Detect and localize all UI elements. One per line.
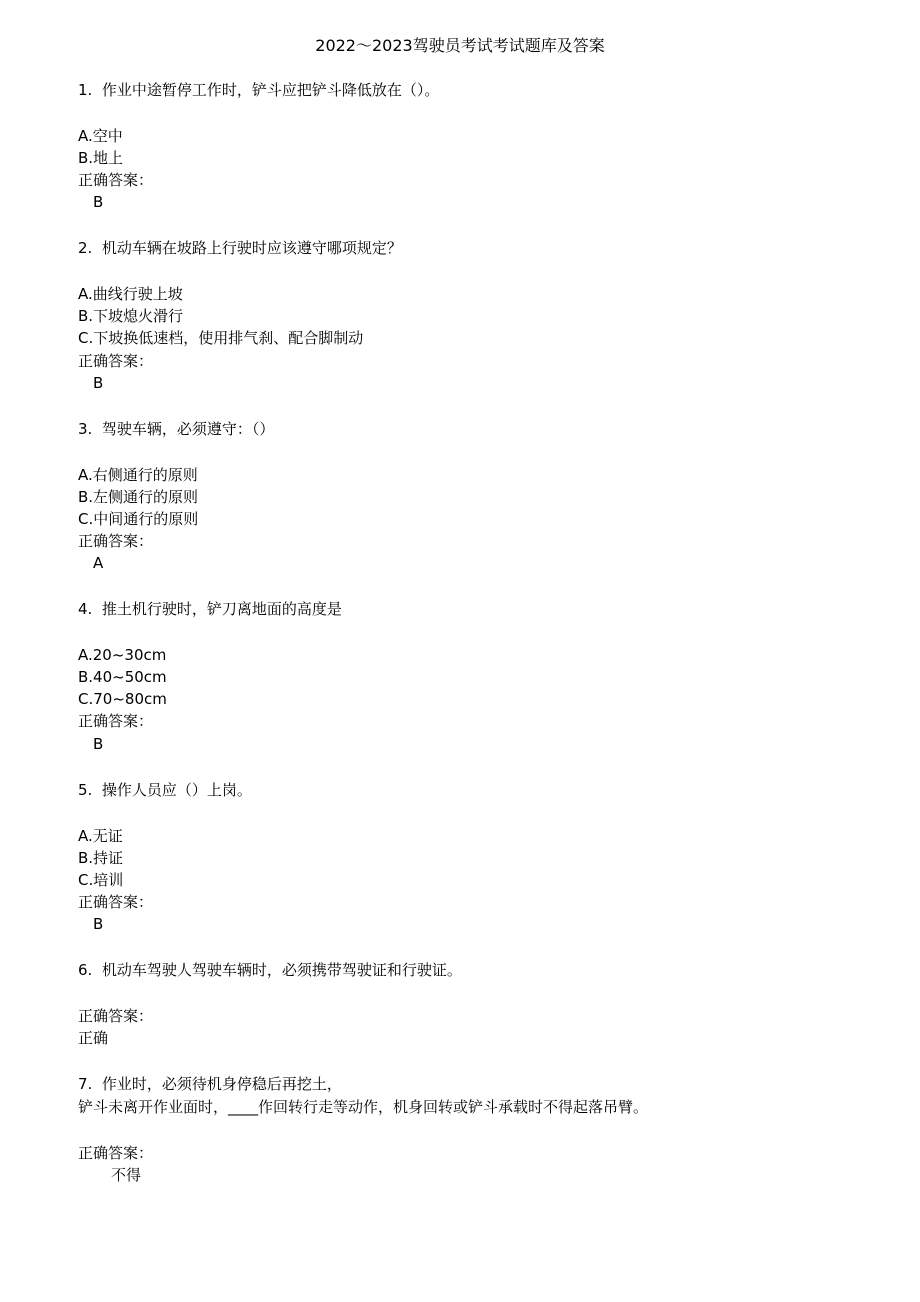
option: A.无证: [78, 827, 123, 845]
option: A.20~30cm: [78, 646, 167, 664]
option: B.40~50cm: [78, 668, 167, 686]
question-text-continued: 铲斗未离开作业面时，____作回转行走等动作，机身回转或铲斗承载时不得起落吊臂。: [78, 1098, 649, 1116]
answer-value: 不得: [111, 1166, 142, 1184]
question-number: 2.: [78, 239, 93, 257]
answer-label: 正确答案：: [78, 893, 154, 911]
question-text: 机动车驾驶人驾驶车辆时，必须携带驾驶证和行驶证。: [101, 961, 462, 979]
question-text: 操作人员应（）上岗。: [101, 781, 252, 799]
answer-value: 正确: [78, 1029, 109, 1047]
question-number: 5.: [78, 781, 93, 799]
question-number: 4.: [78, 600, 93, 618]
question-number: 6.: [78, 961, 93, 979]
question-text: 驾驶车辆，必须遵守：（）: [101, 420, 275, 438]
question-text: 作业中途暂停工作时，铲斗应把铲斗降低放在（）。: [101, 81, 440, 99]
question-number: 3.: [78, 420, 93, 438]
answer-value: B: [93, 193, 104, 211]
option: C.下坡换低速档，使用排气刹、配合脚制动: [78, 329, 364, 347]
option: C.70~80cm: [78, 690, 167, 708]
option: B.持证: [78, 849, 124, 867]
question-number: 1.: [78, 81, 93, 99]
question-4: [78, 599, 342, 619]
option: C.培训: [78, 871, 124, 889]
document-title: 2022～2023驾驶员考试考试题库及答案: [315, 36, 605, 55]
answer-value: B: [93, 915, 104, 933]
question-3: [78, 419, 274, 439]
question-text: 推土机行驶时，铲刀离地面的高度是: [101, 600, 342, 618]
question-text: 作业时，必须待机身停稳后再挖土，: [101, 1075, 342, 1093]
answer-label: 正确答案：: [78, 1007, 154, 1025]
answer-value: B: [93, 374, 104, 392]
option: B.地上: [78, 149, 124, 167]
question-number: 7.: [78, 1075, 93, 1093]
answer-value: A: [93, 554, 104, 572]
answer-label: 正确答案：: [78, 1144, 154, 1162]
option: A.曲线行驶上坡: [78, 285, 183, 303]
answer-label: 正确答案：: [78, 171, 154, 189]
question-5: [78, 780, 252, 800]
option: A.右侧通行的原则: [78, 466, 198, 484]
option: A.空中: [78, 127, 123, 145]
answer-label: 正确答案：: [78, 712, 154, 730]
option: B.左侧通行的原则: [78, 488, 199, 506]
question-text: 机动车辆在坡路上行驶时应该遵守哪项规定？: [101, 239, 402, 257]
question-2: [78, 238, 402, 258]
answer-label: 正确答案：: [78, 352, 154, 370]
answer-value: B: [93, 735, 104, 753]
question-1: [78, 80, 439, 100]
answer-label: 正确答案：: [78, 532, 154, 550]
option: B.下坡熄火滑行: [78, 307, 184, 325]
question-6: [78, 960, 462, 980]
question-7: [78, 1074, 342, 1094]
option: C.中间通行的原则: [78, 510, 199, 528]
